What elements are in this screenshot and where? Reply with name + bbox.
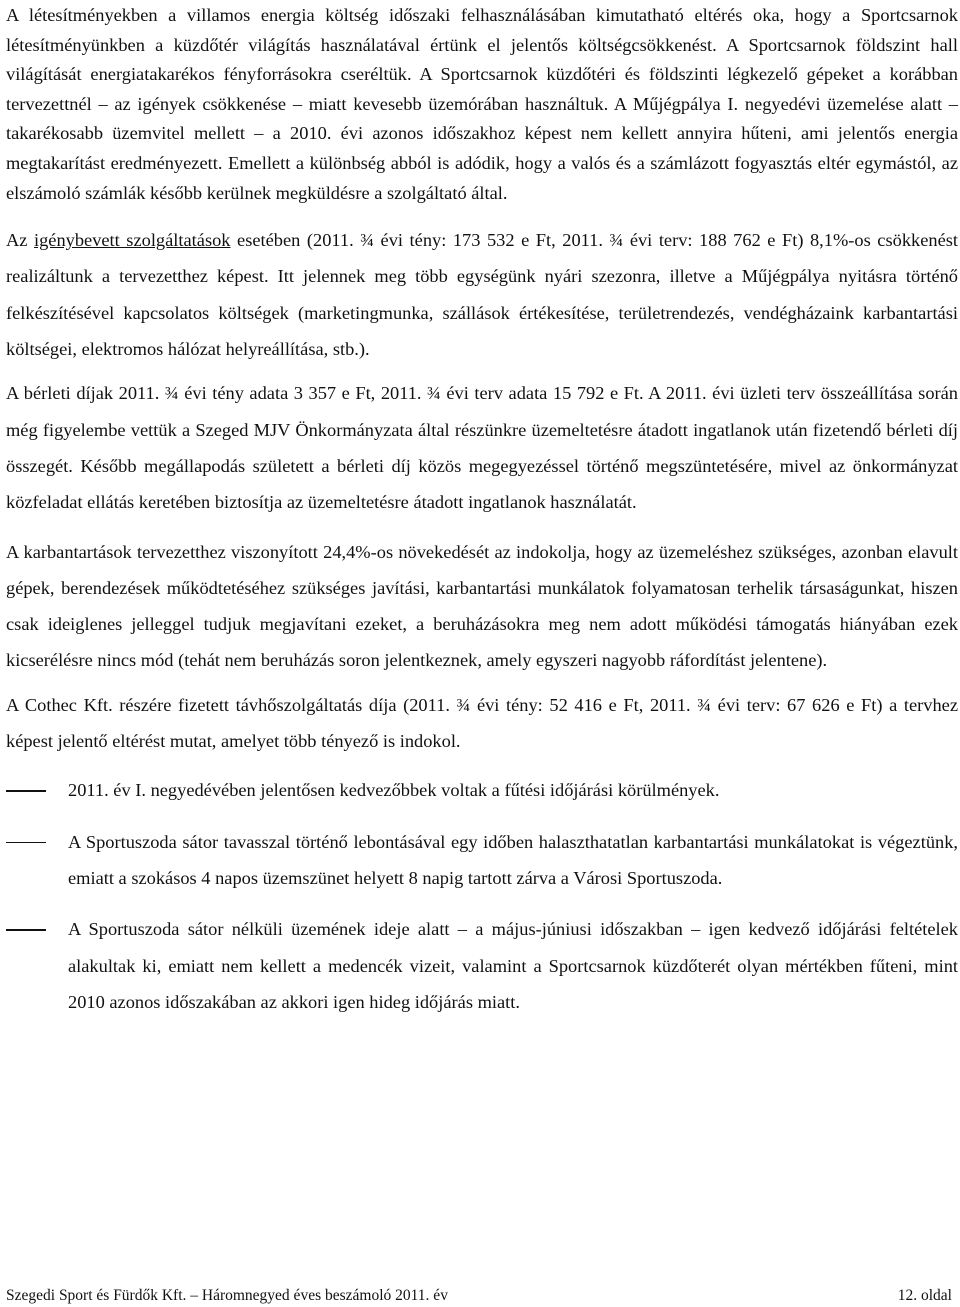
paragraph-maintenance: A karbantartások tervezetthez viszonyított 24,4%-os növekedését az indokolja, hogy az üzemeléshez szükséges, azonban elavult gépek, berendezések működtetéséhez szükséges javítási, karbantartási munkálatok folyamatosan terhelik társaságunkat, hiszen csak ideiglenes jelleggel tudjuk megjavítani ezeket, a beruházásokra meg nem adott működési támogatás hiányában ezek kicserélésre nincs mód (tehát nem beruházás soron jelentkeznek, amely egyszeri nagyobb ráfordítást jelentene). (6, 541, 958, 671)
list-item-text: A Sportuszoda sátor tavasszal történő lebontásával egy időben halaszthatatlan karbantartási munkálatokat is végeztünk, emiatt a szokásos 4 napos üzemszünet helyett 8 napig tartott zárva a Városi Sportuszoda. (68, 831, 958, 888)
list-item (6, 911, 958, 1020)
footer-title: Szegedi Sport és Fürdők Kft. – Háromnegyed éves beszámoló 2011. év (6, 1287, 448, 1304)
list-item-text: A Sportuszoda sátor nélküli üzemének ideje alatt – a május-júniusi időszakban – igen kedvező időjárási feltételek alakultak ki, emiatt nem kellett a medencék vizeit, valamint a Sportcsarnok küzdőterét olyan mértékben fűteni, mint 2010 azonos időszakában az akkori igen hideg időjárás miatt. (68, 919, 958, 1012)
services-underlined-term: igénybevett szolgáltatások (33, 230, 231, 251)
services-text: esetében (2011. ¾ évi tény: 173 532 e Ft, 2011. ¾ évi terv: 188 762 e Ft) 8,1%-os csökkenést realizáltunk a tervezetthez képest. Itt jelennek meg több egységünk nyári szezonra, illetve a Műjégpálya nyitásra történő felkészítésével kapcsolatos költségek (marketingmunka, szállások értékesítése, területrendezés, vendégházaink karbantartási költségei, elektromos hálózat helyreállítása, stb.). (6, 230, 959, 360)
list-item-text: 2011. év I. negyedévében jelentősen kedvezőbbek voltak a fűtési időjárási körülmények. (68, 780, 720, 801)
list-item (6, 772, 958, 808)
page-number: 12. oldal (897, 1287, 952, 1304)
paragraph-district-heating: A Cothec Kft. részére fizetett távhőszolgáltatás díja (2011. ¾ évi tény: 52 416 e Ft, 2011. ¾ évi terv: 67 626 e Ft) a tervhez képest jelentő eltérést mutat, amelyet több tényező is indokol. (6, 694, 958, 752)
paragraph-services (6, 222, 958, 367)
page-footer (6, 1285, 952, 1307)
reasons-list (6, 772, 958, 1020)
list-item (6, 824, 958, 897)
paragraph-energy: A létesítményekben a villamos energia költség időszaki felhasználásában kimutatható eltérés oka, hogy a Sportcsarnok létesítményünkben a küzdőtér világítás használatával értünk el jelentős költségcsökkenést. A Sportcsarnok földszint hall világítását energiatakarékos fényforrásokra cseréltük. A Sportcsarnok küzdőtéri és földszinti légkezelő gépeket a korábban tervezettnél – az igények csökkenése – miatt kevesebb üzemórában használtuk. A Műjégpálya I. negyedévi üzemelése alatt – takarékosabb üzemvitel mellett – a 2010. évi azonos időszakhoz képest nem kellett annyira hűteni, ami jelentős energia megtakarítást eredményezett. Emellett a különbség abból is adódik, hogy a valós és a számlázott fogyasztás eltér egymástól, az elszámoló számlák később kerülnek megküldésre a szolgáltató által. (6, 5, 958, 203)
paragraph-rental-fees: A bérleti díjak 2011. ¾ évi tény adata 3 357 e Ft, 2011. ¾ évi terv adata 15 792 e Ft. A 2011. évi üzleti terv összeállítása során még figyelembe vettük a Szeged MJV Önkormányzata által részünkre üzemeltetésre átadott ingatlanok után fizetendő bérleti díj összegét. Később megállapodás született a bérleti díj közös megegyezéssel történő megszüntetésére, mivel az önkormányzat közfeladat ellátás keretében biztosítja az üzemeltetésre átadott ingatlanok használatát. (6, 383, 958, 513)
services-prefix: Az (6, 230, 34, 251)
document-page (6, 0, 958, 1035)
